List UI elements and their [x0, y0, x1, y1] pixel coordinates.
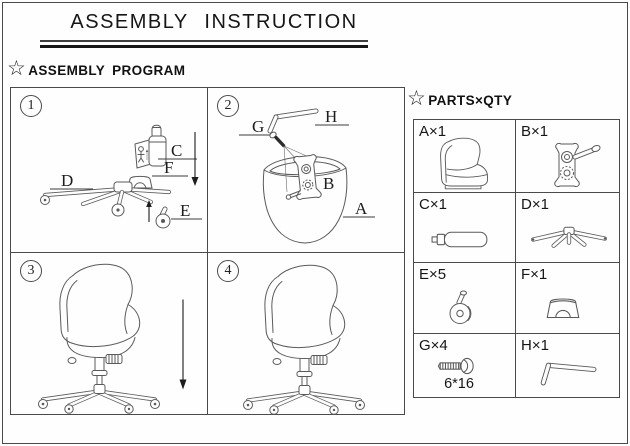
step-number-3: 3 [20, 260, 42, 282]
base-cover-icon [542, 293, 584, 321]
part-code: A×1 [419, 123, 447, 140]
assembly-program-label: ASSEMBLY PROGRAM [28, 63, 186, 78]
part-cell-b [516, 120, 619, 193]
gas-lift-icon [430, 229, 490, 250]
part-code: G×4 [419, 337, 448, 354]
part-cell-f [516, 263, 619, 334]
step-number-1: 1 [20, 95, 42, 117]
down-arrow [180, 300, 187, 390]
label-part-b: B [323, 174, 335, 193]
label-part-f: F [164, 158, 174, 177]
assembly-steps-grid [10, 87, 405, 415]
caster-wheel-icon [446, 289, 478, 326]
step-cell-4 [208, 253, 404, 414]
allen-key-icon [534, 357, 600, 386]
part-cell-c [414, 193, 516, 263]
parts-qty-label: PARTS×QTY [428, 93, 513, 108]
parts-qty-heading [407, 87, 513, 111]
hex-key-drawing [270, 111, 316, 131]
star-icon: ☆ [407, 87, 427, 110]
step-1-diagram [11, 88, 207, 252]
label-part-a: A [355, 199, 368, 218]
part-code: B×1 [521, 123, 549, 140]
step-2-diagram [208, 88, 404, 252]
office-chair-drawing [244, 265, 365, 414]
mechanism-drawing [282, 154, 321, 200]
step-number-4: 4 [217, 260, 239, 282]
label-part-d: D [61, 171, 74, 190]
part-code: F×1 [521, 266, 548, 283]
step-cell-1 [11, 88, 208, 253]
part-cell-e [414, 263, 516, 334]
part-code: C×1 [419, 196, 447, 213]
part-code: H×1 [521, 337, 549, 354]
step-cell-2 [208, 88, 404, 253]
label-part-h: H [325, 107, 338, 126]
part-cell-g [414, 334, 516, 397]
part-code: E×5 [419, 266, 447, 283]
star-icon: ☆ [7, 57, 27, 80]
office-chair-drawing [39, 264, 160, 413]
assembly-program-heading [7, 57, 186, 81]
step-cell-3 [11, 253, 208, 414]
label-part-c: C [171, 141, 183, 160]
tilt-mechanism-icon [540, 137, 604, 189]
part-cell-h [516, 334, 619, 397]
seat-shell-icon [434, 135, 496, 190]
bolt-icon [436, 356, 476, 375]
step-4-diagram [208, 253, 404, 414]
bolt-size-note: 6*16 [444, 376, 474, 392]
star-base-icon [527, 223, 611, 250]
title-underline-rule [40, 40, 368, 48]
part-cell-d [516, 193, 619, 263]
part-cell-a [414, 120, 516, 193]
part-code: D×1 [521, 196, 549, 213]
label-part-e: E [180, 201, 191, 220]
step-3-diagram [11, 253, 207, 414]
page-title: ASSEMBLY INSTRUCTION [70, 11, 358, 33]
parts-table [413, 119, 620, 398]
step-number-2: 2 [217, 95, 239, 117]
label-part-g: G [252, 117, 265, 136]
caster-drawing [156, 209, 170, 228]
